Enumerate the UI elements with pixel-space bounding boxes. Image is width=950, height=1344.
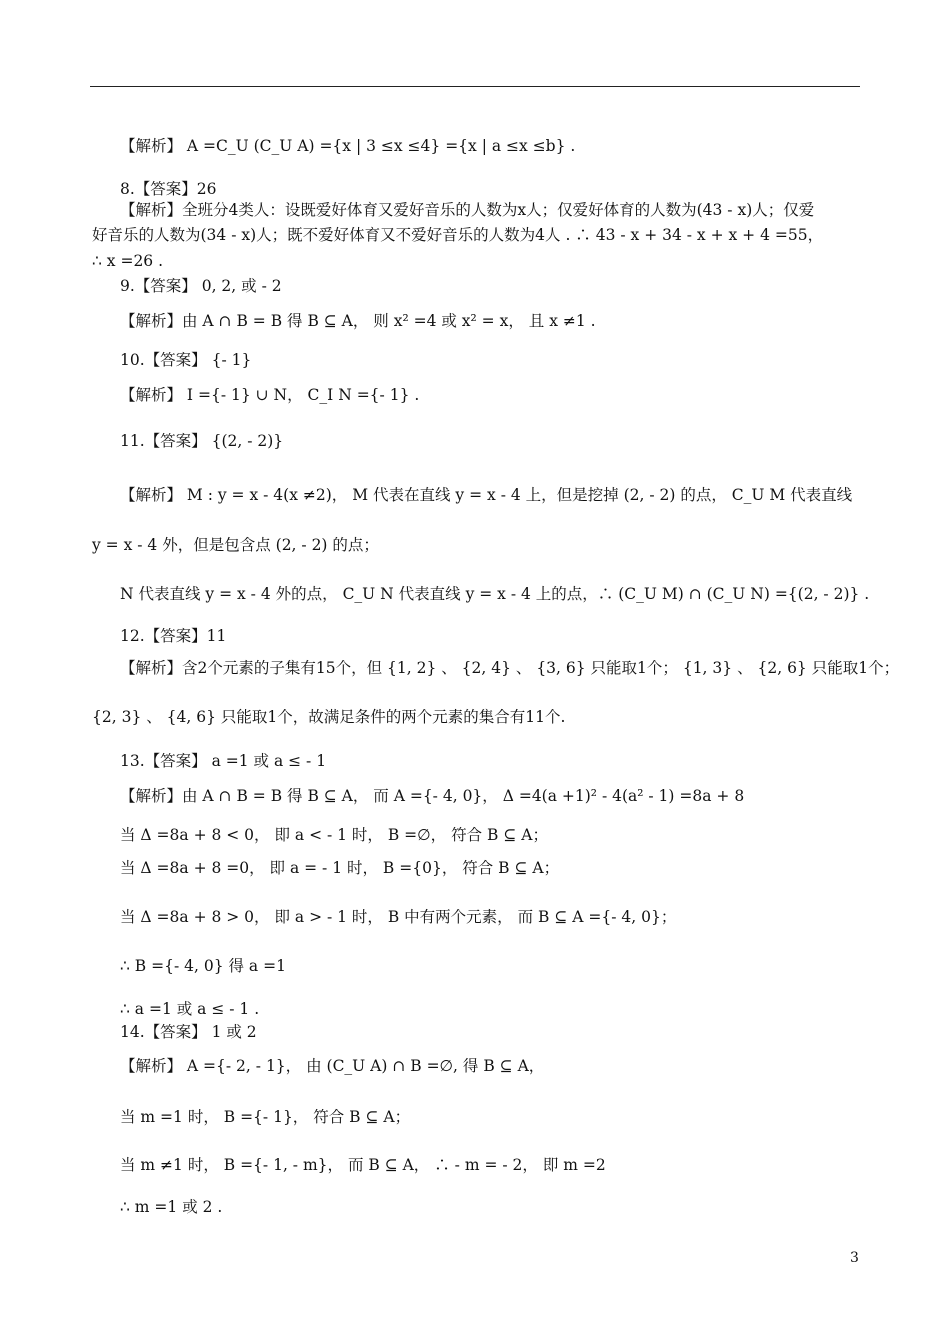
analysis-13-case1: 当 Δ =8a + 8 < 0， 即 a < - 1 时， B =∅， 符合 B ⊆ A； xyxy=(120,826,548,844)
analysis-14-line1: 【解析】 A ={- 2, - 1}， 由 (C_U A) ∩ B =∅, 得 B ⊆ A， xyxy=(120,1057,545,1075)
analysis-8-line1: 【解析】全班分4类人：设既爱好体育又爱好音乐的人数为x人；仅爱好体育的人数为(43 - x)人；仅爱 xyxy=(120,201,815,219)
analysis-14-case2: 当 m ≠1 时， B ={- 1, - m}， 而 B ⊆ A， ∴ - m = - 2， 即 m =2 xyxy=(120,1156,606,1174)
analysis-10: 【解析】 I ={- 1} ∪ N， C_I N ={- 1} . xyxy=(120,386,420,404)
analysis-14-case1: 当 m =1 时， B ={- 1}， 符合 B ⊆ A； xyxy=(120,1108,411,1126)
answer-13: 13.【答案】 a =1 或 a ≤ - 1 xyxy=(120,752,327,770)
analysis-13-line1: 【解析】由 A ∩ B = B 得 B ⊆ A， 而 A ={- 4, 0}， Δ =4(a +1)² - 4(a² - 1) =8a + 8 xyxy=(120,787,745,805)
page-number: 3 xyxy=(850,1250,859,1266)
header-rule xyxy=(90,86,860,87)
answer-9: 9.【答案】 0, 2, 或 - 2 xyxy=(120,277,282,295)
analysis-11-line1: 【解析】 M : y = x - 4(x ≠2)， M 代表在直线 y = x - 4 上，但是挖掉 (2, - 2) 的点， C_U M 代表直线 xyxy=(120,486,853,504)
analysis-14-therefore: ∴ m =1 或 2 . xyxy=(120,1198,223,1216)
analysis-13-case3: 当 Δ =8a + 8 > 0， 即 a > - 1 时， B 中有两个元素， 而 B ⊆ A ={- 4, 0}； xyxy=(120,908,677,926)
answer-8: 8.【答案】26 xyxy=(120,180,217,198)
analysis-8-line3: ∴ x =26 . xyxy=(92,252,164,270)
analysis-12-line1: 【解析】含2个元素的子集有15个，但 {1, 2} 、 {2, 4} 、 {3, 6} 只能取1个； {1, 3} 、 {2, 6} 只能取1个； xyxy=(120,659,900,677)
answer-14: 14.【答案】 1 或 2 xyxy=(120,1023,257,1041)
answer-11: 11.【答案】 {(2, - 2)} xyxy=(120,432,284,450)
analysis-8-line2: 好音乐的人数为(34 - x)人；既不爱好体育又不爱好音乐的人数为4人 . ∴ 43 - x + 34 - x + x + 4 =55， xyxy=(92,226,824,244)
analysis-13-therefore1: ∴ B ={- 4, 0} 得 a =1 xyxy=(120,957,286,975)
analysis-13-therefore2: ∴ a =1 或 a ≤ - 1 . xyxy=(120,1000,260,1018)
analysis-11-line2: y = x - 4 外，但是包含点 (2, - 2) 的点； xyxy=(92,536,379,554)
analysis-13-case2: 当 Δ =8a + 8 =0， 即 a = - 1 时， B ={0}， 符合 B ⊆ A； xyxy=(120,859,560,877)
answer-12: 12.【答案】11 xyxy=(120,627,227,645)
analysis-12-line2: {2, 3} 、 {4, 6} 只能取1个，故满足条件的两个元素的集合有11个. xyxy=(92,708,566,726)
analysis-11-line3: N 代表直线 y = x - 4 外的点， C_U N 代表直线 y = x - 4 上的点，∴ (C_U M) ∩ (C_U N) ={(2, - 2)} . xyxy=(120,585,870,603)
analysis-7: 【解析】 A =C_U (C_U A) ={x | 3 ≤x ≤4} ={x | a ≤x ≤b} . xyxy=(120,137,576,155)
answer-10: 10.【答案】 {- 1} xyxy=(120,351,252,369)
analysis-9: 【解析】由 A ∩ B = B 得 B ⊆ A， 则 x² =4 或 x² = x， 且 x ≠1 . xyxy=(120,312,596,330)
